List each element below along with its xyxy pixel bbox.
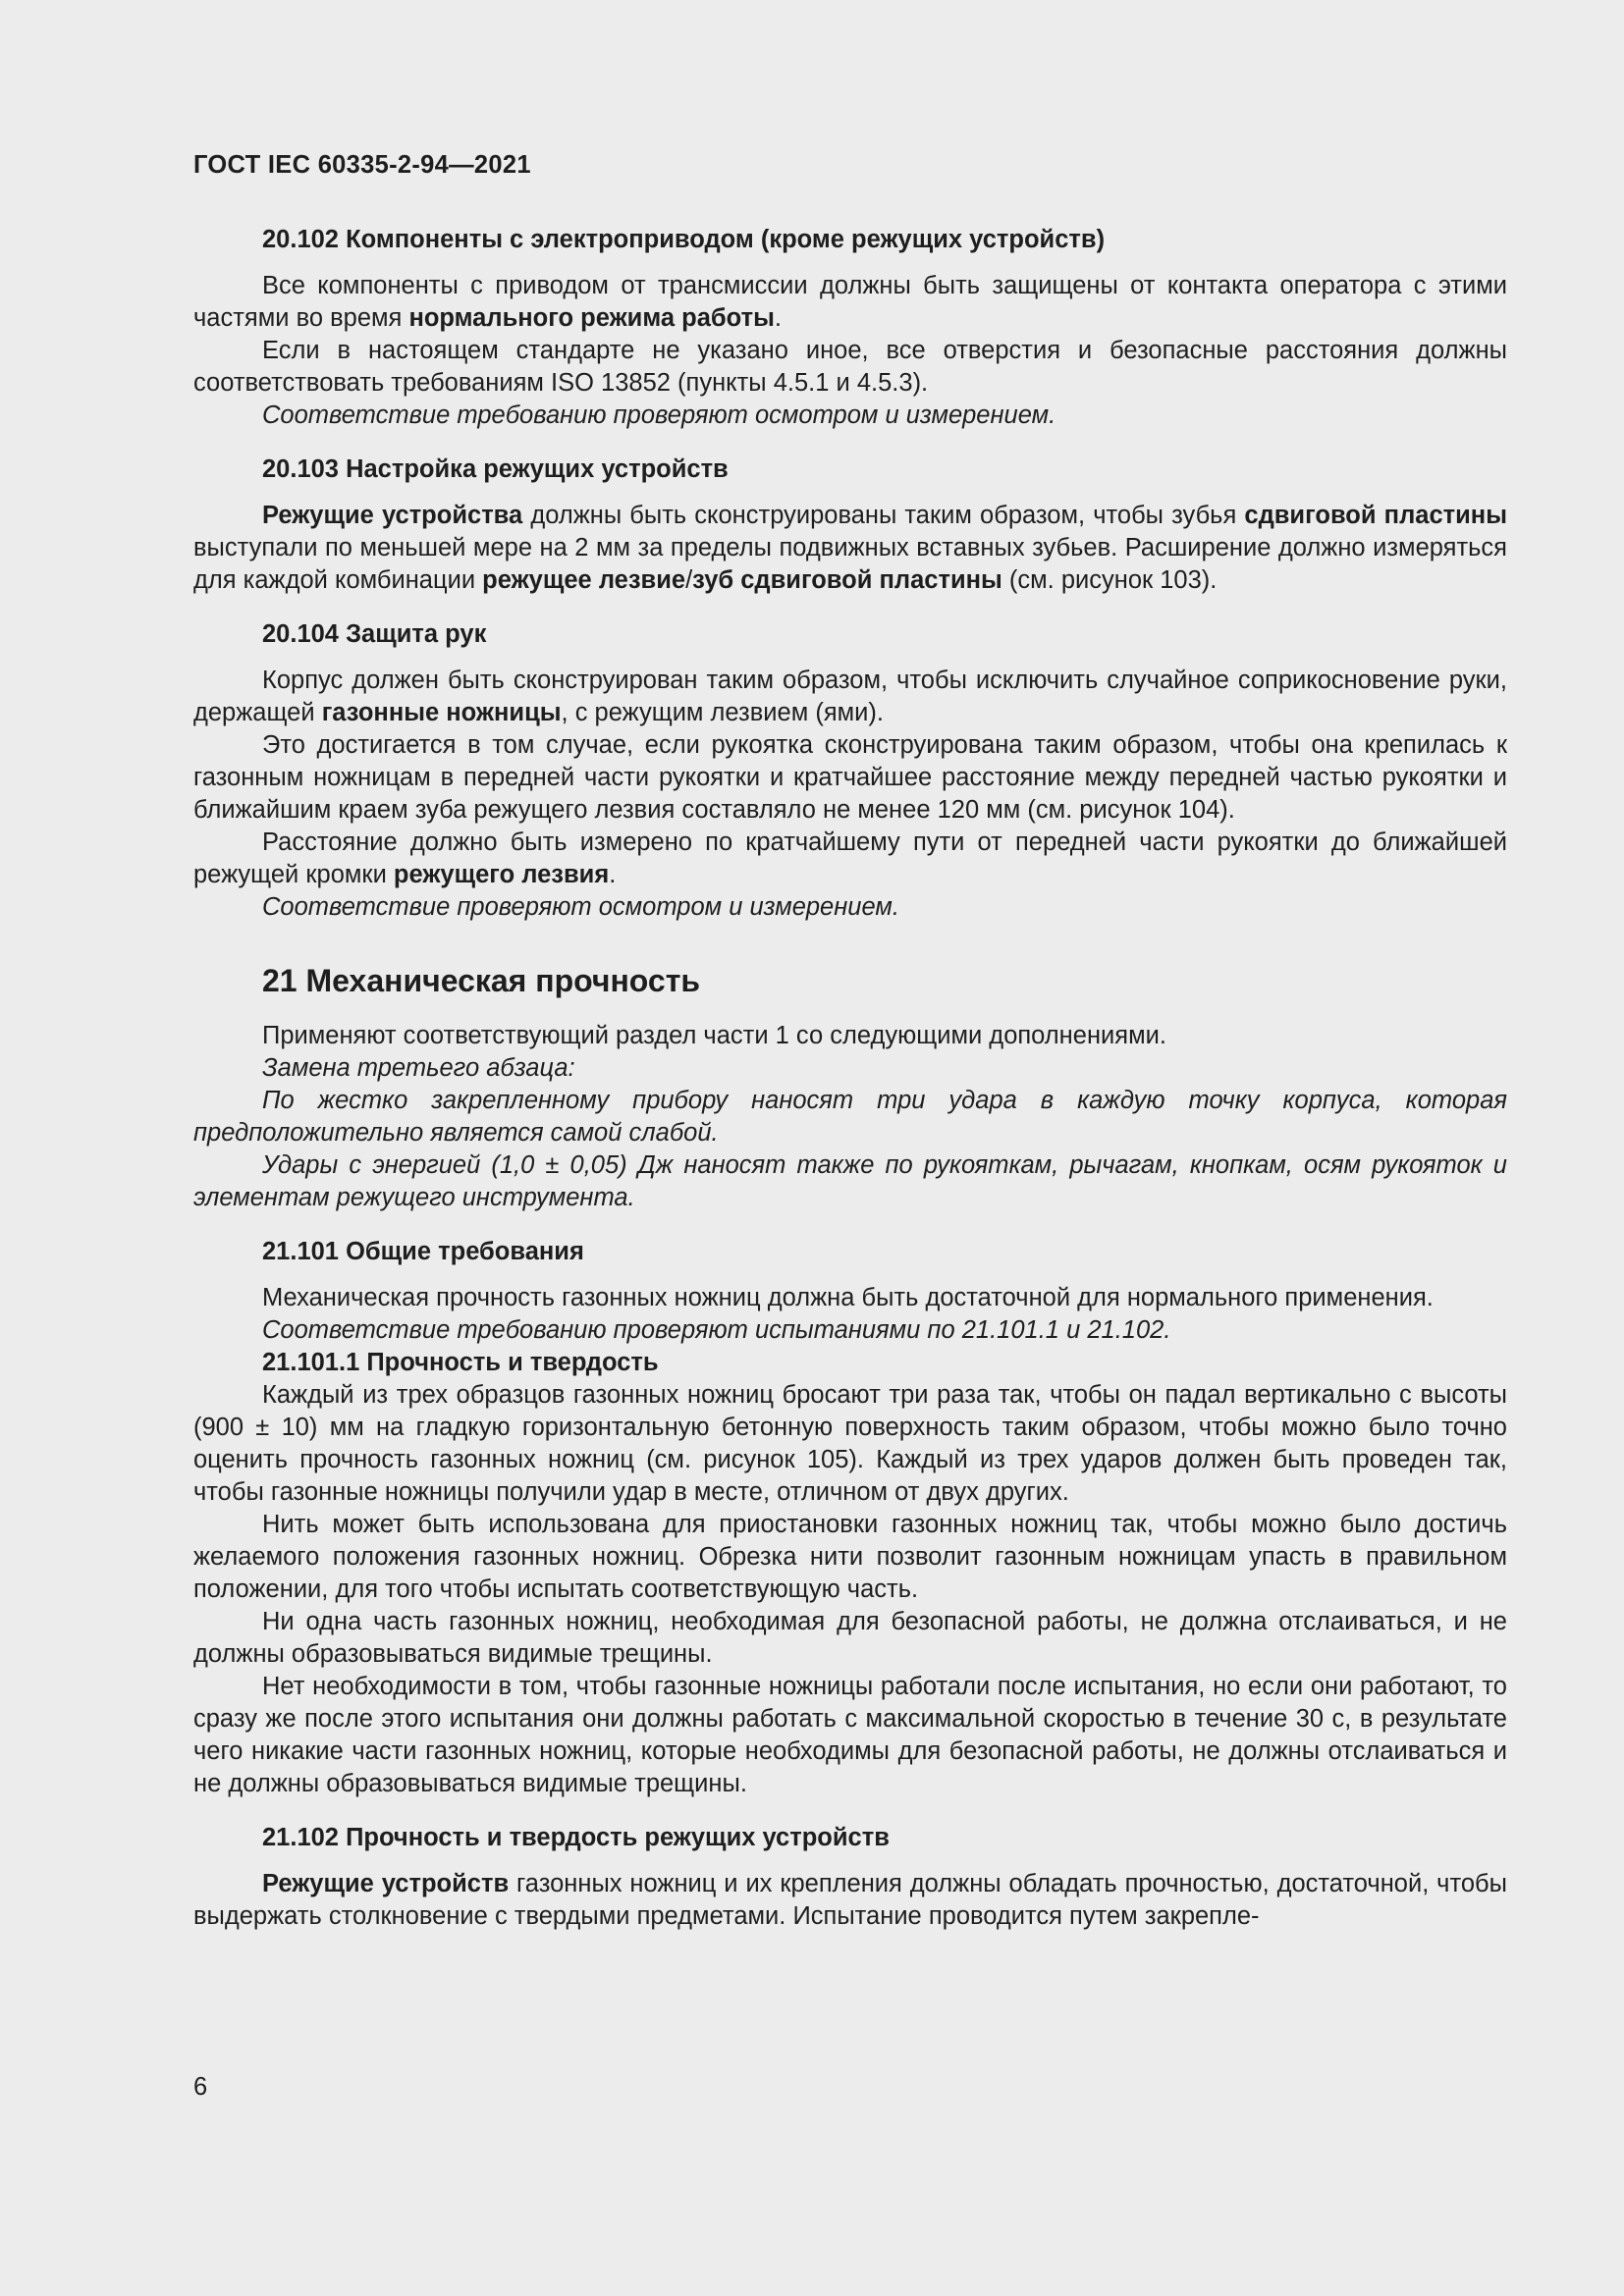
paragraph-20-102-2: Если в настоящем стандарте не указано иное, все отверстия и безопасные расстояния должны соответствовать требованиям ISO 13852 (пункты 4.5.1 и 4.5.3). bbox=[193, 337, 1507, 397]
paragraph-21-101-1-c: Ни одна часть газонных ножниц, необходимая для безопасной работы, не должна отслаиваться, и не должны образовываться видимые трещины. bbox=[193, 1608, 1507, 1668]
heading-21-101: 21.101 Общие требования bbox=[262, 1238, 584, 1265]
heading-20-104: 20.104 Защита рук bbox=[262, 620, 487, 648]
paragraph-20-104-3: Расстояние должно быть измерено по кратчайшему пути от передней части рукоятки до ближайшей режущей кромки режущего лезвия. bbox=[193, 828, 1507, 888]
compliance-21-101: Соответствие требованию проверяют испытаниями по 21.101.1 и 21.102. bbox=[262, 1316, 1171, 1344]
paragraph-21-1: Применяют соответствующий раздел части 1 со следующими дополнениями. bbox=[262, 1022, 1166, 1049]
paragraph-21-102-1: Режущие устройств газонных ножниц и их крепления должны обладать прочностью, достаточной, чтобы выдержать столкновение с твердыми предметами. Испытание проводится путем закрепле- bbox=[193, 1870, 1507, 1930]
paragraph-21-101-1: Механическая прочность газонных ножниц должна быть достаточной для нормального применения. bbox=[262, 1284, 1434, 1311]
term-lawn-shears: газонные ножницы bbox=[321, 699, 562, 726]
document-code-header: ГОСТ IEC 60335-2-94—2021 bbox=[193, 151, 531, 179]
page-number: 6 bbox=[193, 2073, 208, 2101]
paragraph-21-2: Замена третьего абзаца: bbox=[262, 1054, 575, 1082]
paragraph-20-103-1: Режущие устройства должны быть сконструированы таким образом, чтобы зубья сдвиговой пластины выступали по меньшей мере на 2 мм за пределы подвижных вставных зубьев. Расширение должно измеряться для каждой комбинации режущее лезвие/зуб сдвиговой пластины (см. рисунок 103). bbox=[193, 502, 1507, 594]
term-shear-plate-tooth: зуб сдвиговой пластины bbox=[692, 566, 1002, 594]
term-cutting-blade: режущее лезвие bbox=[482, 566, 686, 594]
term-cutting-devices: Режущие устройства bbox=[262, 502, 523, 529]
term-cutting-blade-2: режущего лезвия bbox=[393, 861, 610, 888]
compliance-20-104: Соответствие проверяют осмотром и измерением. bbox=[262, 893, 899, 921]
paragraph-21-101-1-b: Нить может быть использована для приостановки газонных ножниц так, чтобы можно было достичь желаемого положения газонных ножниц. Обрезка нити позволит газонным ножницам упасть в правильном положении, для того чтобы испытать соответствующую часть. bbox=[193, 1511, 1507, 1603]
heading-20-102: 20.102 Компоненты с электроприводом (кроме режущих устройств) bbox=[262, 226, 1106, 253]
heading-21-102: 21.102 Прочность и твердость режущих устройств bbox=[262, 1824, 890, 1851]
heading-21-101-1: 21.101.1 Прочность и твердость bbox=[262, 1349, 659, 1376]
term-shear-plate: сдвиговой пластины bbox=[1244, 502, 1507, 529]
compliance-20-102: Соответствие требованию проверяют осмотром и измерением. bbox=[262, 401, 1056, 429]
heading-20-103: 20.103 Настройка режущих устройств bbox=[262, 455, 729, 483]
paragraph-20-102-1: Все компоненты с приводом от трансмиссии должны быть защищены от контакта оператора с этими частями во время нормального режима работы. bbox=[193, 272, 1507, 332]
heading-21: 21 Механическая прочность bbox=[262, 963, 701, 998]
page-content bbox=[193, 224, 1507, 1933]
paragraph-20-104-1: Корпус должен быть сконструирован таким образом, чтобы исключить случайное соприкосновение руки, держащей газонные ножницы, с режущим лезвием (ями). bbox=[193, 667, 1507, 726]
paragraph-21-3: По жестко закрепленному прибору наносят три удара в каждую точку корпуса, которая предположительно является самой слабой. bbox=[193, 1087, 1507, 1147]
term-normal-operation: нормального режима работы bbox=[408, 304, 775, 332]
paragraph-20-104-2: Это достигается в том случае, если рукоятка сконструирована таким образом, чтобы она крепилась к газонным ножницам в передней части рукоятки и кратчайшее расстояние между передней частью рукоятки и ближайшим краем зуба режущего лезвия составляло не менее 120 мм (см. рисунок 104). bbox=[193, 731, 1507, 824]
term-cutting-devices-2: Режущие устройств bbox=[262, 1870, 510, 1897]
paragraph-21-101-1-a: Каждый из трех образцов газонных ножниц бросают три раза так, чтобы он падал вертикально с высоты (900 ± 10) мм на гладкую горизонтальную бетонную поверхность таким образом, чтобы можно было точно оценить прочность газонных ножниц (см. рисунок 105). Каждый из трех ударов должен быть проведен так, чтобы газонные ножницы получили удар в месте, отличном от двух других. bbox=[193, 1381, 1507, 1506]
paragraph-21-4: Удары с энергией (1,0 ± 0,05) Дж наносят также по рукояткам, рычагам, кнопкам, осям рукояток и элементам режущего инструмента. bbox=[193, 1151, 1507, 1211]
paragraph-21-101-1-d: Нет необходимости в том, чтобы газонные ножницы работали после испытания, но если они работают, то сразу же после этого испытания они должны работать с максимальной скоростью в течение 30 с, в результате чего никакие части газонных ножниц, которые необходимы для безопасной работы, не должны отслаиваться и не должны образовываться видимые трещины. bbox=[193, 1673, 1507, 1797]
